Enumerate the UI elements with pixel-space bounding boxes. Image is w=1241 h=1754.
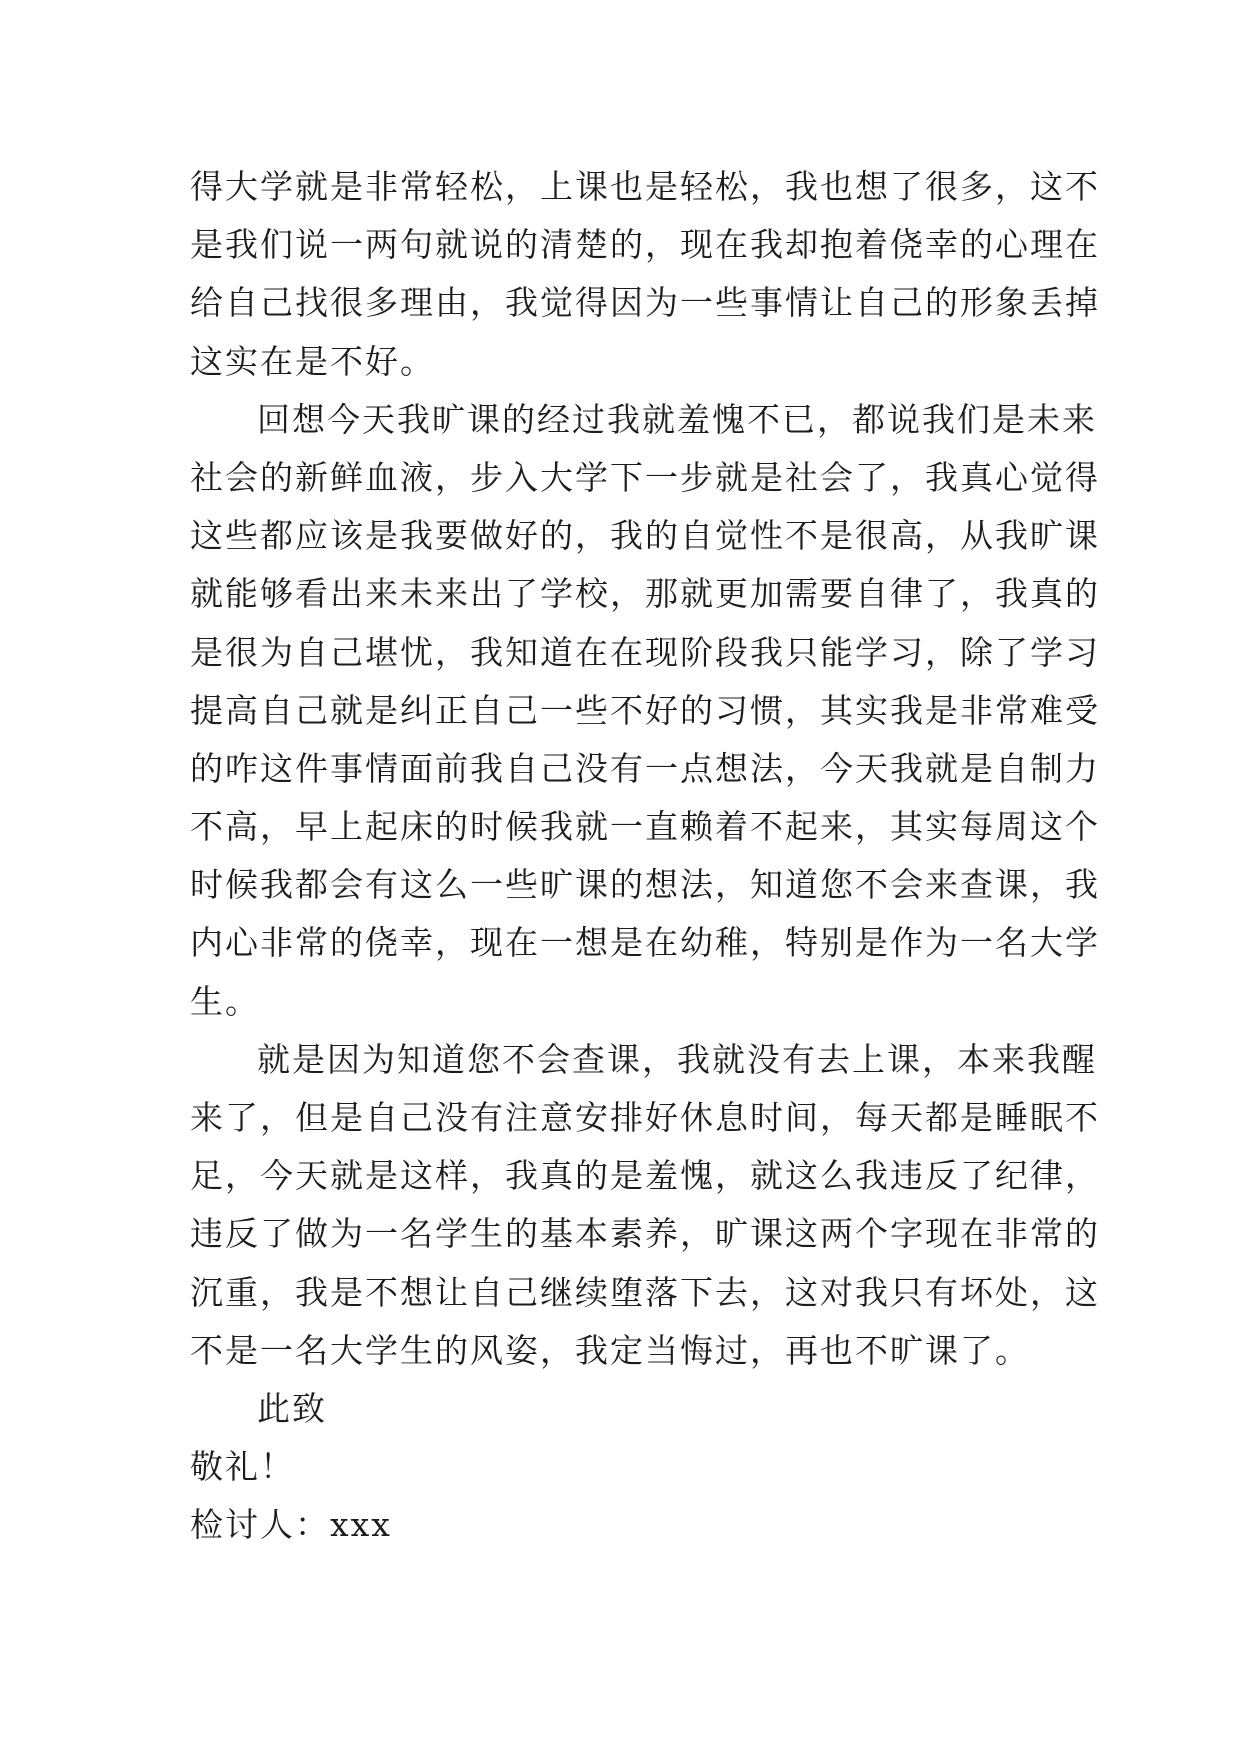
text-line: 的咋这件事情面前我自己没有一点想法，今天我就是自制力	[190, 748, 1100, 788]
text-line: 给自己找很多理由，我觉得因为一些事情让自己的形象丢掉	[190, 283, 1100, 323]
text-line: 此致	[257, 1388, 327, 1428]
text-line: 时候我都会有这么一些旷课的想法，知道您不会来查课，我	[190, 865, 1100, 905]
text-line: 是很为自己堪忧，我知道在在现阶段我只能学习，除了学习	[190, 632, 1100, 672]
text-line: 内心非常的侥幸，现在一想是在幼稚，特别是作为一名大学	[190, 923, 1100, 963]
text-line: 是我们说一两句就说的清楚的，现在我却抱着侥幸的心理在	[190, 225, 1100, 265]
text-line: 这些都应该是我要做好的，我的自觉性不是很高，从我旷课	[190, 516, 1100, 556]
text-line: 不高，早上起床的时候我就一直赖着不起来，其实每周这个	[190, 807, 1100, 847]
text-line: 违反了做为一名学生的基本素养，旷课这两个字现在非常的	[190, 1214, 1100, 1254]
text-line: 社会的新鲜血液，步入大学下一步就是社会了，我真心觉得	[190, 457, 1100, 497]
text-line: 生。	[190, 981, 260, 1021]
text-line: 提高自己就是纠正自己一些不好的习惯，其实我是非常难受	[190, 690, 1100, 730]
text-line: 来了，但是自己没有注意安排好休息时间，每天都是睡眠不	[190, 1098, 1100, 1137]
text-line: 得大学就是非常轻松，上课也是轻松，我也想了很多，这不	[190, 167, 1100, 206]
text-line: 这实在是不好。	[190, 341, 435, 381]
text-line: 敬礼！	[190, 1447, 295, 1487]
text-line: 不是一名大学生的风姿，我定当悔过，再也不旷课了。	[190, 1330, 1030, 1370]
text-line: 足，今天就是这样，我真的是羞愧，就这么我违反了纪律，	[190, 1156, 1100, 1196]
text-line: 就是因为知道您不会查课，我就没有去上课，本来我醒	[257, 1039, 1097, 1079]
text-line: 沉重，我是不想让自己继续堕落下去，这对我只有坏处，这	[190, 1272, 1100, 1312]
text-line: 检讨人：xxx	[190, 1505, 392, 1545]
text-line: 回想今天我旷课的经过我就羞愧不已，都说我们是未来	[257, 399, 1097, 439]
text-line: 就能够看出来未来出了学校，那就更加需要自律了，我真的	[190, 574, 1100, 614]
document-body	[190, 158, 1100, 1555]
